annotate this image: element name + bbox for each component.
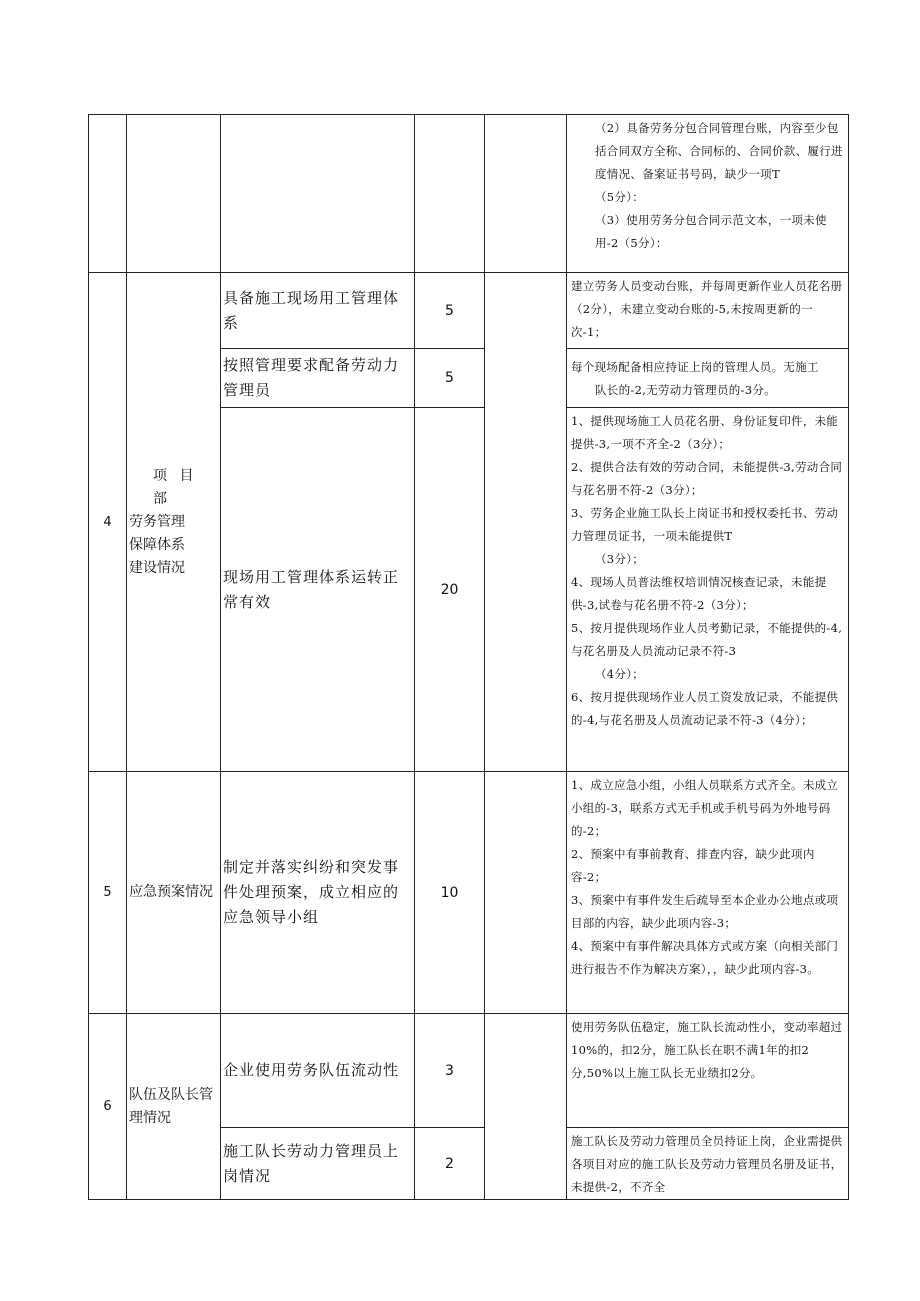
criteria-line: 1、成立应急小组，小组人员联系方式齐全。未成立小组的-3，联系方式无手机或手机号码为外地号码的-2； <box>571 778 839 838</box>
criteria-line: 2、预案中有事前教育、排查内容，缺少此项内容-2； <box>571 847 815 884</box>
criteria-line: （2）具备劳务分包合同管理台账，内容至少包括合同双方全称、合同标的、合同价款、履行进度情况、备案证书号码，缺少一项T <box>595 121 843 181</box>
content-cell: 具备施工现场用工管理体系 <box>221 273 415 349</box>
blank-cell <box>485 772 567 1014</box>
criteria-cell <box>567 1014 849 1128</box>
content-cell: 施工队长劳动力管理员上岗情况 <box>221 1128 415 1200</box>
criteria-line: 建立劳务人员变动台账，并每周更新作业人员花名册（2分），未建立变动台账的-5,未按周更新的一次-1； <box>571 279 843 339</box>
content-cell: 现场用工管理体系运转正常有效 <box>221 408 415 772</box>
criteria-line: （3）使用劳务分包合同示范文本，一项未使用-2（5分）： <box>595 213 827 250</box>
criteria-line: 3、预案中有事件发生后疏导至本企业办公地点或项目部的内容，缺少此项内容-3； <box>571 893 839 930</box>
criteria-cell <box>567 408 849 772</box>
item-line: 建设情况 <box>129 559 185 576</box>
criteria-line: 6、按月提供现场作业人员工资发放记录，不能提供的-4,与花名册及人员流动记录不符-3（4分）； <box>571 690 839 727</box>
item-line: 劳务管理 <box>129 513 185 530</box>
criteria-cell <box>567 115 849 273</box>
content-cell <box>221 115 415 273</box>
criteria-line: （3分）； <box>595 552 645 566</box>
item-line: 保障体系 <box>129 536 185 553</box>
item-cell <box>127 273 221 772</box>
criteria-line: 3、劳务企业施工队长上岗证书和授权委托书、劳动力管理员证书，一项未能提供T <box>571 506 839 543</box>
blank-cell <box>485 115 567 273</box>
criteria-cell <box>567 1128 849 1200</box>
table-row <box>89 115 849 273</box>
score-cell: 2 <box>415 1128 485 1200</box>
criteria-line: 每个现场配备相应持证上岗的管理人员。无施工 <box>571 360 819 374</box>
criteria-line: （4分）； <box>595 667 645 681</box>
criteria-line: 1、提供现场施工人员花名册、身份证复印件，未能提供-3,一项不齐全-2（3分）； <box>571 414 839 451</box>
score-cell: 3 <box>415 1014 485 1128</box>
blank-cell <box>485 273 567 772</box>
criteria-line: 队长的-2,无劳动力管理员的-3分。 <box>595 383 776 397</box>
item-cell: 队伍及队长管理情况 <box>127 1014 221 1200</box>
evaluation-table <box>88 114 849 1200</box>
criteria-line: 5、按月提供现场作业人员考勤记录，不能提供的-4,与花名册及人员流动记录不符-3 <box>571 621 843 658</box>
item-cell: 应急预案情况 <box>127 772 221 1014</box>
table-row <box>89 772 849 1014</box>
item-cell <box>127 115 221 273</box>
table-row <box>89 1014 849 1128</box>
criteria-line: 4、现场人员普法维权培训情况核查记录，未能提供-3,试卷与花名册不符-2（3分）； <box>571 575 827 612</box>
score-cell: 20 <box>415 408 485 772</box>
row-number: 5 <box>89 772 127 1014</box>
criteria-cell <box>567 349 849 408</box>
score-cell: 5 <box>415 273 485 349</box>
criteria-line: 4、预案中有事件解决具体方式或方案（向相关部门进行报告不作为解决方案），，缺少此项内容-3。 <box>571 939 839 976</box>
criteria-cell <box>567 273 849 349</box>
criteria-line: 2、提供合法有效的劳动合同，未能提供-3,劳动合同与花名册不符-2（3分）； <box>571 460 843 497</box>
content-cell: 企业使用劳务队伍流动性 <box>221 1014 415 1128</box>
score-cell: 5 <box>415 349 485 408</box>
content-cell: 制定并落实纠纷和突发事件处理预案，成立相应的应急领导小组 <box>221 772 415 1014</box>
criteria-line: （5分）： <box>595 190 645 204</box>
score-cell: 10 <box>415 772 485 1014</box>
table-row <box>89 273 849 349</box>
blank-cell <box>485 1014 567 1200</box>
row-number: 6 <box>89 1014 127 1200</box>
criteria-line: 施工队长及劳动力管理员全员持证上岗，企业需提供各项目对应的施工队长及劳动力管理员名册及证书，未提供-2，不齐全 <box>571 1134 843 1194</box>
row-number: 4 <box>89 273 127 772</box>
content-cell: 按照管理要求配备劳动力管理员 <box>221 349 415 408</box>
criteria-line: 使用劳务队伍稳定，施工队长流动性小，变动率超过10%的，扣2分，施工队长在职不满1年的扣2分,50%以上施工队长无业绩扣2分。 <box>571 1020 843 1080</box>
score-cell <box>415 115 485 273</box>
item-line: 项 目 部 <box>153 467 198 507</box>
row-number-cell <box>89 115 127 273</box>
criteria-cell <box>567 772 849 1014</box>
